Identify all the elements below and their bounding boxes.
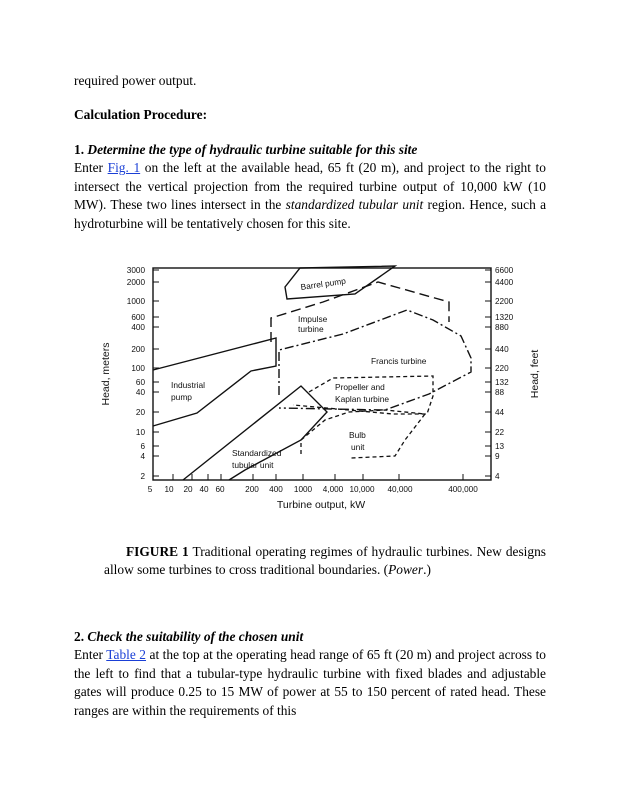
- step1-title: Determine the type of hydraulic turbine suitable for this site: [87, 142, 418, 157]
- x-axis-title: Turbine output, kW: [276, 499, 366, 511]
- procedure-heading-text: Calculation Procedure:: [74, 107, 208, 122]
- right-tick-label: 44: [495, 408, 505, 417]
- propeller-label-line2: Kaplan turbine: [335, 394, 390, 404]
- barrel-pump-label: Barrel pump: [299, 275, 347, 292]
- right-tick-label: 13: [495, 442, 505, 451]
- left-tick-label: 20: [135, 408, 145, 417]
- step1-text-start: Enter: [74, 160, 108, 176]
- x-tick-label: 400,000: [448, 485, 478, 494]
- figure-caption: [104, 543, 546, 580]
- left-tick-label: 10: [135, 428, 145, 437]
- step1-paragraph: [74, 141, 546, 233]
- left-tick-label: 1000: [126, 297, 145, 306]
- left-tick-label: 2: [140, 472, 145, 481]
- left-tick-marks: [153, 270, 159, 476]
- left-tick-label: 2000: [126, 278, 145, 287]
- step2-title: Check the suitability of the chosen unit: [87, 629, 304, 644]
- step2-text-start: Enter: [74, 647, 107, 663]
- step2-paragraph: [74, 628, 546, 720]
- x-tick-label: 400: [269, 485, 283, 494]
- intro-sentence: required power output.: [74, 73, 197, 88]
- turbine-chart: [95, 262, 555, 514]
- right-tick-labels: [495, 266, 514, 481]
- x-tick-label: 5: [147, 485, 153, 494]
- tubular-label-line2: tubular unit: [232, 460, 274, 470]
- impulse-label-line1: Impulse: [298, 314, 328, 324]
- x-tick-label: 10,000: [349, 485, 375, 494]
- left-tick-label: 3000: [126, 266, 145, 275]
- left-tick-label: 4: [140, 452, 145, 461]
- turbine-regime-figure: [95, 262, 555, 514]
- left-tick-label: 600: [131, 313, 145, 322]
- right-tick-label: 220: [495, 364, 509, 373]
- caption-text-a: Traditional operating regimes of hydraulic turbines. New designs allow some turbines to cross traditional boundaries. (: [104, 544, 547, 578]
- right-tick-label: 1320: [495, 313, 514, 322]
- industrial-label-line1: Industrial: [171, 380, 205, 390]
- right-tick-label: 4400: [495, 278, 514, 287]
- x-tick-marks: [153, 474, 463, 480]
- x-tick-label: 200: [245, 485, 259, 494]
- procedure-heading: [74, 106, 546, 124]
- step2-text-rest: at the top at the operating head range of 65 ft (20 m) and project across to the left to find that a tubular-type hydraulic turbine with fixed blades and adjustable gates will produce 0.25 to 15 MW of power at 55 to 150 percent of rated head. These ranges are within the requirements of this: [74, 647, 547, 718]
- caption-text-b: .): [423, 562, 431, 578]
- right-tick-label: 6600: [495, 266, 514, 275]
- x-tick-label: 40: [199, 485, 209, 494]
- left-tick-label: 200: [131, 345, 145, 354]
- x-tick-label: 60: [215, 485, 225, 494]
- left-tick-label: 40: [135, 388, 145, 397]
- x-tick-label: 10: [164, 485, 174, 494]
- right-tick-label: 2200: [495, 297, 514, 306]
- figure-label: FIGURE 1: [126, 544, 189, 559]
- step2-number: 2.: [74, 629, 85, 644]
- right-tick-label: 440: [495, 345, 509, 354]
- left-tick-label: 60: [135, 378, 145, 387]
- right-tick-label: 132: [495, 378, 509, 387]
- x-tick-label: 20: [183, 485, 193, 494]
- caption-source: Power: [388, 562, 424, 578]
- step1-number: 1.: [74, 142, 85, 157]
- table2-link[interactable]: Table 2: [106, 647, 147, 663]
- propeller-label-line1: Propeller and: [335, 382, 385, 392]
- impulse-label-line2: turbine: [298, 324, 324, 334]
- fig1-link[interactable]: Fig. 1: [107, 160, 141, 176]
- left-tick-label: 100: [131, 364, 145, 373]
- right-tick-label: 22: [495, 428, 505, 437]
- left-tick-labels: [127, 266, 146, 481]
- right-tick-marks: [485, 270, 491, 476]
- x-tick-label: 4,000: [322, 485, 344, 494]
- right-tick-label: 88: [495, 388, 505, 397]
- industrial-label-line2: pump: [171, 392, 192, 402]
- step1-text-a: on the left at the available head, 65 ft (20 m), and project to the right to intersect the vertical projection from the required turbine output of 10,000 kW (10 MW). These two lines intersect in the: [74, 160, 546, 213]
- region-boundaries: [153, 266, 471, 480]
- y-left-axis-title: Head, meters: [100, 342, 112, 406]
- right-tick-label: 9: [495, 452, 500, 461]
- intro-text: [74, 72, 546, 90]
- step1-emphasis: standardized tubular unit: [285, 197, 424, 213]
- right-tick-label: 4: [495, 472, 500, 481]
- francis-label: Francis turbine: [371, 356, 427, 366]
- x-tick-label: 40,000: [387, 485, 413, 494]
- y-right-axis-title: Head, feet: [529, 349, 541, 399]
- left-tick-label: 6: [140, 442, 145, 451]
- tubular-label-line1: Standardized: [232, 448, 282, 458]
- x-tick-label: 1000: [293, 485, 313, 494]
- x-tick-labels: [148, 485, 479, 494]
- bulb-label-line2: unit: [351, 442, 365, 452]
- bulb-label-line1: Bulb: [349, 430, 366, 440]
- left-tick-label: 400: [131, 323, 145, 332]
- step1-text-b: region. Hence, such a hydroturbine will be tentatively chosen for this site.: [74, 197, 547, 231]
- right-tick-label: 880: [495, 323, 509, 332]
